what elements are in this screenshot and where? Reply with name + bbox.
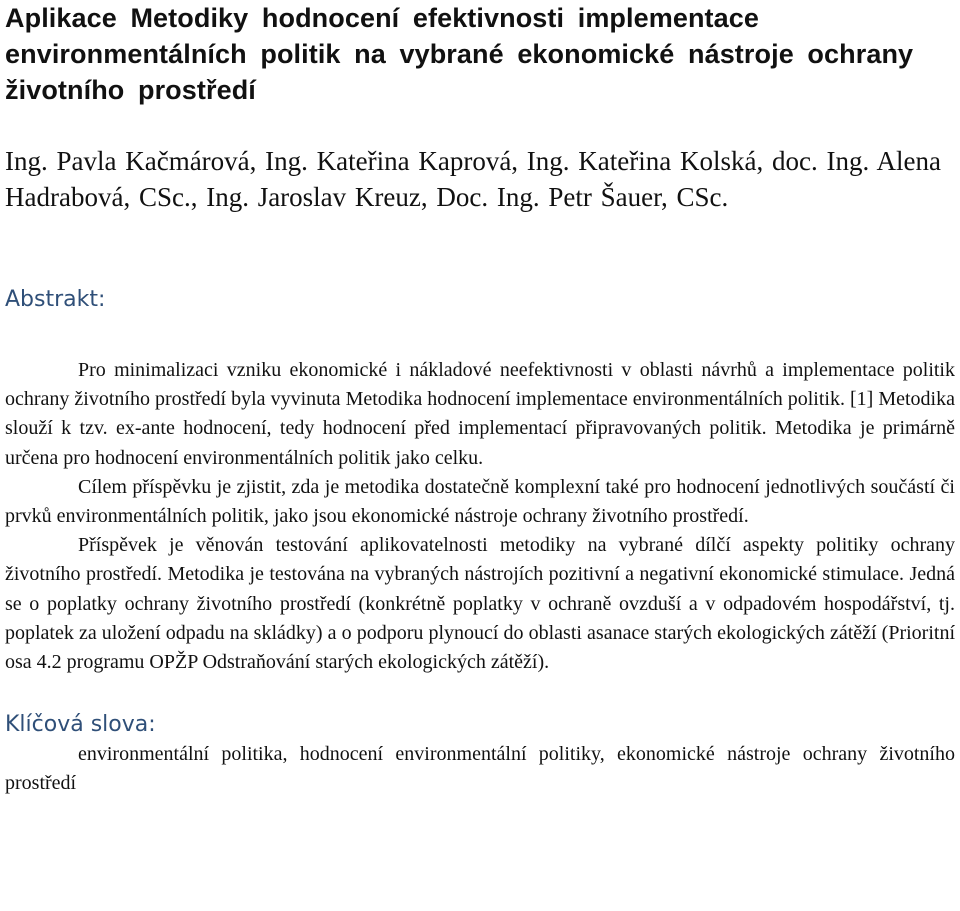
author-list: Ing. Pavla Kačmárová, Ing. Kateřina Kaprová, Ing. Kateřina Kolská, doc. Ing. Alena Hadrabová, CSc., Ing. Jaroslav Kreuz, Doc. Ing. Petr Šauer, CSc. xyxy=(5,146,941,212)
paper-page xyxy=(5,0,955,798)
keywords-text: environmentální politika, hodnocení environmentální politiky, ekonomické nástroje ochrany životního prostředí xyxy=(5,743,955,795)
paper-title: Aplikace Metodiky hodnocení efektivnosti implementace environmentálních politik na vybrané ekonomické nástroje ochrany životního prostředí xyxy=(5,3,914,105)
abstract-text xyxy=(5,356,955,677)
abstract-paragraph: Cílem příspěvku je zjistit, zda je metodika dostatečně komplexní také pro hodnocení jednotlivých součástí či prvků environmentálních politik, jako jsou ekonomické nástroje ochrany životního prostředí. xyxy=(5,475,955,528)
keywords-heading: Klíčová slova: xyxy=(5,712,156,738)
abstract-paragraph: Pro minimalizaci vzniku ekonomické i nákladové neefektivnosti v oblasti návrhů a implementace politik ochrany životního prostředí byla vyvinuta Metodika hodnocení implementace environmentálních politik. [1] Metodika slouží k tzv. ex-ante hodnocení, tedy hodnocení před implementací připravovaných politik. Metodika je primárně určena pro hodnocení environmentálních politik jako celku. xyxy=(5,359,955,469)
abstract-paragraph: Příspěvek je věnován testování aplikovatelnosti metodiky na vybrané dílčí aspekty politiky ochrany životního prostředí. Metodika je testována na vybraných nástrojích pozitivní a negativní ekonomické stimulace. Jedná se o poplatky ochrany životního prostředí (konkrétně poplatky v ochraně ovzduší a v odpadovém hospodářství, tj. poplatek za uložení odpadu na skládky) a o podporu plynoucí do oblasti asanace starých ekologických zátěží (Prioritní osa 4.2 programu OPŽP Odstraňování starých ekologických zátěží). xyxy=(5,534,955,674)
abstract-heading: Abstrakt: xyxy=(5,287,106,312)
